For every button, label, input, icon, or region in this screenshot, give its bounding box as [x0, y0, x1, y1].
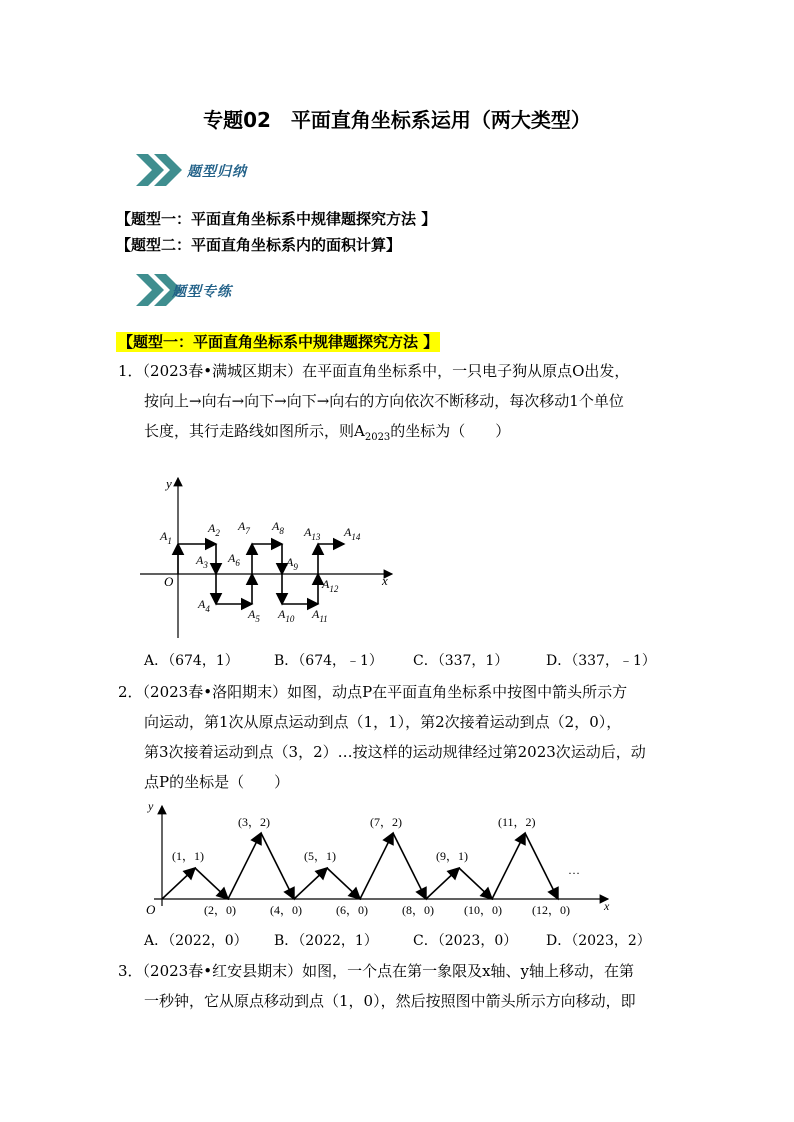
- label-A6: $A_6$: [228, 551, 240, 568]
- q1-line2: 按向上→向右→向下→向下→向右的方向依次不断移动，每次移动1个单位: [144, 392, 624, 410]
- point-label-5-1: (5，1): [304, 849, 336, 863]
- q2-path: [162, 833, 558, 899]
- q1-option-c[interactable]: C．（337，1）: [413, 653, 509, 669]
- label-A4: $A_4$: [198, 597, 210, 614]
- label-A9: $A_9$: [286, 555, 298, 572]
- point-label-10-0: (10，0): [464, 903, 502, 917]
- q1-line3: [144, 416, 510, 453]
- label-A14: $A_{14}$: [344, 525, 361, 542]
- q1-line3-post: 的坐标为（ ）: [390, 422, 511, 440]
- x-axis-label: x: [604, 899, 610, 913]
- label-A7: $A_7$: [238, 519, 250, 536]
- q1-line1: 1．（2023春•满城区期末）在平面直角坐标系中，一只电子狗从原点O出发，: [118, 362, 630, 380]
- y-axis-label: y: [166, 476, 172, 491]
- q2-option-c[interactable]: C．（2023，0）: [413, 933, 518, 949]
- q2-line4: 点P的坐标是（ ）: [144, 773, 290, 791]
- point-label-12-0: (12，0): [532, 903, 570, 917]
- origin-label: O: [164, 574, 174, 589]
- q2-line3: 第3次接着运动到点（3，2）…按这样的运动规律经过第2023次运动后，动: [144, 743, 646, 761]
- point-label-8-0: (8，0): [402, 903, 434, 917]
- ellipsis: …: [568, 863, 580, 877]
- toc-item: 【题型二：平面直角坐标系内的面积计算】: [116, 236, 402, 254]
- q1-figure: [130, 468, 400, 643]
- q1-line3-pre: 长度，其行走路线如图所示，则A: [144, 422, 365, 440]
- label-A3: $A_3$: [196, 553, 208, 570]
- section-banner-practice: [132, 270, 282, 310]
- q2-option-b[interactable]: B．（2022，1）: [274, 933, 378, 949]
- double-chevron-icon: [132, 150, 192, 190]
- toc-item: 【题型一：平面直角坐标系中规律题探究方法 】: [116, 210, 437, 228]
- label-A11: $A_{11}$: [312, 607, 328, 624]
- label-A1: $A_1$: [160, 529, 172, 546]
- q2-option-a[interactable]: A．（2022，0）: [144, 933, 248, 949]
- label-A8: $A_8$: [272, 519, 284, 536]
- q1-subscript: 2023: [364, 432, 391, 443]
- q3-line2: 一秒钟，它从原点移动到点（1，0），然后按照图中箭头所示方向移动，即: [144, 992, 636, 1010]
- label-A5: $A_5$: [248, 607, 260, 624]
- y-axis-label: y: [148, 799, 154, 813]
- page-title: 专题02 平面直角坐标系运用（两大类型）: [203, 108, 591, 132]
- q1-option-a[interactable]: A．（674，1）: [144, 653, 239, 669]
- point-label-6-0: (6，0): [336, 903, 368, 917]
- banner-label: 题型专练: [172, 284, 232, 300]
- q2-figure: [140, 796, 620, 924]
- section-banner-summary: [132, 150, 282, 190]
- label-A10: $A_{10}$: [278, 607, 295, 624]
- label-A13: $A_{13}$: [304, 525, 321, 542]
- point-label-3-2: (3，2): [238, 815, 270, 829]
- banner-label: 题型归纳: [187, 164, 247, 180]
- x-axis-label: x: [382, 573, 388, 588]
- point-label-7-2: (7，2): [370, 815, 402, 829]
- q2-line1: 2．（2023春•洛阳期末）如图，动点P在平面直角坐标系中按图中箭头所示方: [118, 683, 628, 701]
- q2-option-d[interactable]: D．（2023，2）: [546, 933, 651, 949]
- q2-line2: 向运动，第1次从原点运动到点（1，1），第2次接着运动到点（2，0），: [144, 713, 622, 731]
- q3-line1: 3．（2023春•红安县期末）如图，一个点在第一象限及x轴、y轴上移动，在第: [118, 962, 635, 980]
- section-heading-text: 【题型一：平面直角坐标系中规律题探究方法 】: [118, 333, 439, 351]
- origin-label: O: [146, 902, 156, 917]
- point-label-1-1: (1，1): [172, 849, 204, 863]
- point-label-9-1: (9，1): [436, 849, 468, 863]
- point-label-11-2: (11，2): [498, 815, 536, 829]
- point-label-2-0: (2，0): [204, 903, 236, 917]
- q1-option-b[interactable]: B．（674，﹣1）: [274, 653, 383, 669]
- point-label-4-0: (4，0): [270, 903, 302, 917]
- section-heading: [116, 331, 440, 352]
- label-A12: $A_{12}$: [322, 577, 339, 594]
- q1-option-d[interactable]: D．（337，﹣1）: [546, 653, 656, 669]
- label-A2: $A_2$: [208, 521, 220, 538]
